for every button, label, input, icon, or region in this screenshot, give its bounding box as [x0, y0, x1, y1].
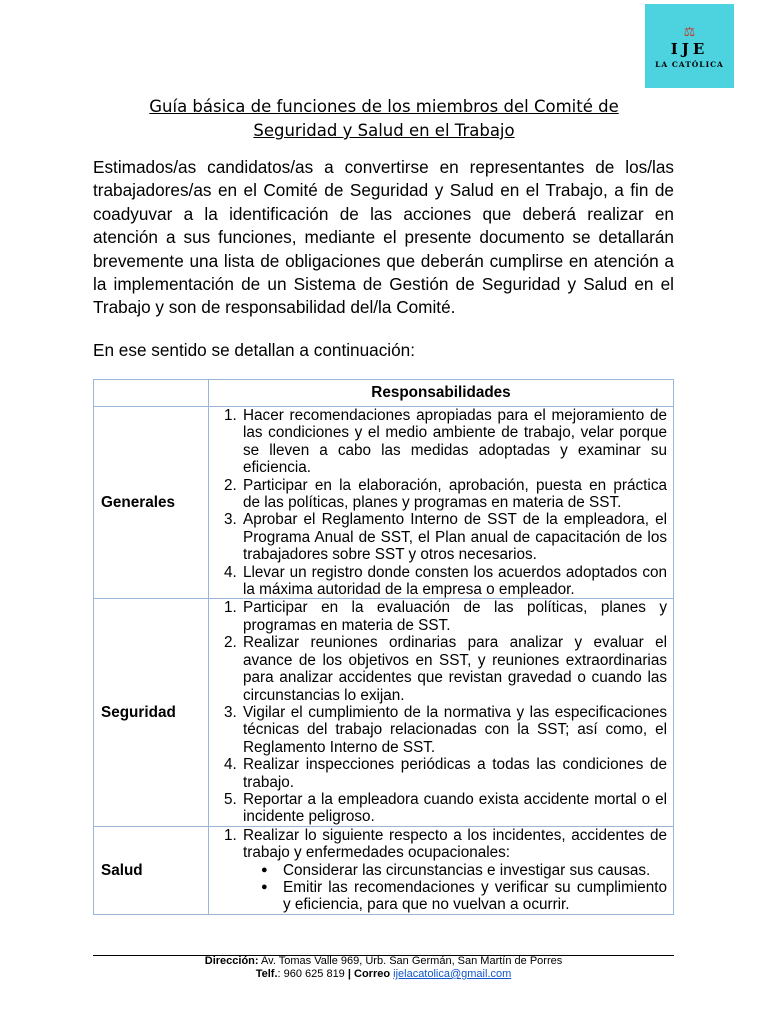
- list-item: 2. Realizar reuniones ordinarias para analizar y evaluar el avance de los objetivos en SST, y reuniones extraordinarias para analizar accidentes que revistan gravedad o cuando las circunstancias lo exijan.: [241, 634, 667, 704]
- bullet-item: ● Considerar las circunstancias e investigar sus causas.: [279, 862, 667, 879]
- category-seguridad: Seguridad: [94, 599, 209, 826]
- list-item: 4. Llevar un registro donde consten los acuerdos adoptados con la máxima autoridad de la empresa o empleador.: [241, 564, 667, 599]
- footer-contact-line: [93, 968, 674, 981]
- document-title-line-2: Seguridad y Salud en el Trabajo: [253, 121, 515, 140]
- header-responsabilidades: Responsabilidades: [209, 380, 674, 407]
- seguridad-list: [209, 599, 673, 825]
- salud-items-cell: [209, 826, 674, 914]
- email-link[interactable]: ijelacatolica@gmail.com: [393, 968, 512, 980]
- phone-label: Telf.: [255, 968, 278, 980]
- generales-items-cell: [209, 407, 674, 599]
- footer: [93, 955, 674, 981]
- list-item: 1. Hacer recomendaciones apropiadas para el mejoramiento de las condiciones y el medio ambiente de trabajo, velar porque se lleven a cabo las medidas adoptadas y examinar su eficiencia.: [241, 407, 667, 477]
- table-row-seguridad: [94, 599, 674, 826]
- scales-of-justice-icon: ⚖: [683, 24, 696, 39]
- bullet-item: ● Emitir las recomendaciones y verificar su cumplimiento y eficiencia, para que no vuelvan a ocurrir.: [279, 879, 667, 914]
- logo: [645, 4, 734, 88]
- email-label: Correo: [350, 968, 394, 980]
- responsibilities-table: [93, 379, 674, 915]
- category-generales: Generales: [94, 407, 209, 599]
- footer-address-line: [93, 955, 674, 968]
- list-item: 3. Vigilar el cumplimiento de la normativa y las especificaciones técnicas del trabajo relacionadas con la SST; así como, el Reglamento Interno de SST.: [241, 704, 667, 756]
- category-salud: Salud: [94, 826, 209, 914]
- salud-sublist: [243, 862, 667, 914]
- table-row-salud: [94, 826, 674, 914]
- list-item: 2. Participar en la elaboración, aprobación, puesta en práctica de las políticas, planes y programas en materia de SST.: [241, 477, 667, 512]
- list-item: 4. Realizar inspecciones periódicas a todas las condiciones de trabajo.: [241, 756, 667, 791]
- footer-separator: |: [347, 968, 351, 980]
- address-text: Av. Tomas Valle 969, Urb. San Germán, San Martín de Porres: [258, 955, 563, 967]
- list-item: 3. Aprobar el Reglamento Interno de SST de la empleadora, el Programa Anual de SST, el Plan anual de capacitación de los trabajadores sobre SST y otros necesarios.: [241, 511, 667, 563]
- generales-list: [209, 407, 673, 598]
- table-header-row: [94, 380, 674, 407]
- logo-subtitle: LA CATÓLICA: [655, 60, 724, 69]
- address-label: Dirección:: [204, 955, 259, 967]
- seguridad-items-cell: [209, 599, 674, 826]
- lead-in-sentence: En ese sentido se detallan a continuación:: [93, 340, 416, 360]
- logo-title: IJE: [670, 40, 709, 58]
- list-item: 5. Reportar a la empleadora cuando exista accidente mortal o el incidente peligroso.: [241, 791, 667, 826]
- phone-text: : 960 625 819: [277, 968, 348, 980]
- intro-paragraph: Estimados/as candidatos/as a convertirse en representantes de los/las trabajadores/as en el Comité de Seguridad y Salud en el Trabajo, a fin de coadyuvar a la identificación de las acciones que deberá realizar en atención a sus funciones, mediante el presente documento se detallarán brevemente una lista de obligaciones que deberán cumplirse en atención a la implementación de un Sistema de Gestión de Seguridad y Salud en el Trabajo y son de responsabilidad del/la Comité.: [93, 157, 674, 318]
- table-row-generales: [94, 407, 674, 599]
- list-item: [241, 827, 667, 914]
- document-title: [94, 95, 674, 143]
- salud-list: [209, 827, 673, 914]
- header-blank-cell: [94, 380, 209, 407]
- document-title-line-1: Guía básica de funciones de los miembros del Comité de: [149, 97, 619, 116]
- salud-item-text: Realizar lo siguiente respecto a los incidentes, accidentes de trabajo y enfermedades ocupacionales:: [243, 826, 667, 862]
- list-item: 1. Participar en la evaluación de las políticas, planes y programas en materia de SST.: [241, 599, 667, 634]
